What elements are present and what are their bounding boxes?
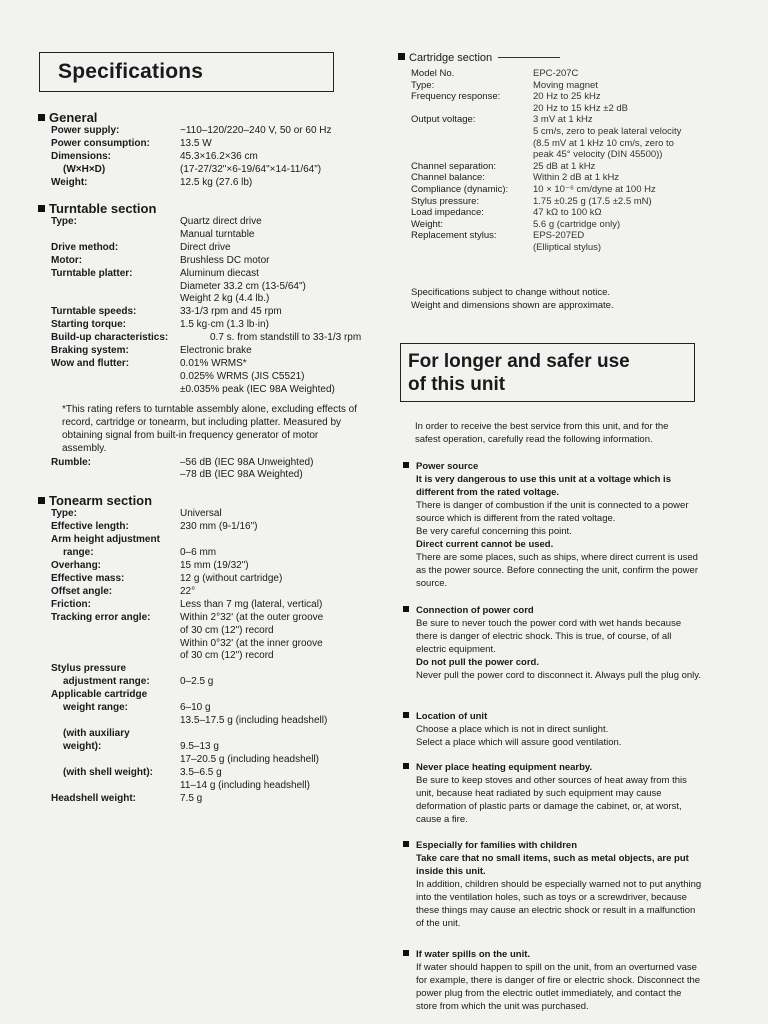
spec-value: 0.01% WRMS*	[180, 357, 247, 369]
spec-value: 230 mm (9-1/16")	[180, 520, 258, 532]
spec-label: Dimensions:	[51, 151, 112, 162]
spec-label: adjustment range:	[63, 676, 150, 688]
safety-item-body	[403, 473, 703, 590]
spec-value: EPS-207ED	[533, 230, 585, 242]
spec-label: Compliance (dynamic):	[411, 184, 509, 195]
spec-label: Weight:	[411, 218, 444, 230]
safety-body-text: In addition, children should be especially warned not to put anything into the ventilation holes, such as toys or a screwdriver, because these things may cause an electric shock or result in a malfunction of the unit.	[416, 879, 702, 929]
spec-value: 11–14 g (including headshell)	[180, 779, 310, 791]
spec-value: ±0.035% peak (IEC 98A Weighted)	[180, 383, 335, 395]
spec-value: Diameter 33.2 cm (13-5/64")	[180, 280, 306, 292]
cartridge-heading-text: Cartridge section	[409, 52, 493, 64]
safety-body-text: Be sure to never touch the power cord with wet hands because there is danger of electric shock. This is true, of course, of all electric equipment.	[416, 618, 682, 655]
spec-value: 47 kΩ to 100 kΩ	[533, 207, 602, 219]
spec-value: Within 2°32' (at the outer groove	[180, 611, 324, 623]
spec-label: Type:	[51, 216, 77, 227]
general-heading	[38, 110, 97, 125]
tonearm-heading-text: Tonearm section	[49, 493, 153, 508]
bullet-square-icon	[403, 841, 409, 847]
spec-label: Frequency response:	[411, 91, 501, 103]
safety-intro: In order to receive the best service from this unit, and for the safest operation, carefully read the following information.	[415, 421, 669, 445]
safety-body-text: Never pull the power cord to disconnect it. Always pull the plug only.	[416, 670, 701, 681]
spec-value: 10 × 10⁻⁶ cm/dyne at 100 Hz	[533, 184, 656, 195]
turntable-heading-text: Turntable section	[49, 201, 157, 216]
heading-rule	[498, 57, 560, 58]
spec-label: Output voltage:	[411, 114, 476, 126]
page-title: Specifications	[58, 60, 204, 83]
spec-value: Less than 7 mg (lateral, vertical)	[180, 598, 323, 610]
spec-value: 22°	[180, 585, 196, 597]
safety-item-title	[403, 948, 703, 961]
spec-label: weight):	[63, 741, 102, 753]
safety-item	[403, 761, 703, 826]
safety-item	[403, 604, 703, 682]
spec-value: EPC-207C	[533, 68, 579, 79]
spec-value: ~110–120/220–240 V, 50 or 60 Hz	[180, 125, 332, 136]
safety-item-title-text: Especially for families with children	[416, 840, 578, 851]
spec-label: Weight:	[51, 177, 88, 188]
safety-warning-text: Direct current cannot be used.	[416, 539, 554, 550]
spec-value: 0.7 s. from standstill to 33-1/3 rpm	[210, 332, 362, 344]
cartridge-heading	[398, 52, 560, 64]
safety-item-body	[403, 961, 703, 1013]
safety-item-title	[403, 761, 703, 774]
spec-label: Braking system:	[51, 345, 129, 356]
spec-value: 1.5 kg·cm (1.3 lb·in)	[180, 319, 269, 331]
spec-value: 13.5–17.5 g (including headshell)	[180, 715, 328, 727]
safety-body-text: Be very careful concerning this point.	[416, 526, 572, 537]
spec-label: Stylus pressure	[51, 663, 127, 675]
spec-value: Brushless DC motor	[180, 254, 270, 266]
safety-body-text: There is danger of combustion if the unit is connected to a power source which is different from the rated voltage.	[416, 500, 689, 524]
spec-label: Starting torque:	[51, 319, 126, 331]
spec-label: Tracking error angle:	[51, 611, 151, 623]
safety-item-title-text: Location of unit	[416, 711, 488, 722]
general-heading-text: General	[49, 110, 98, 125]
spec-label: Replacement stylus:	[411, 230, 497, 242]
spec-disclaimer	[411, 287, 614, 312]
spec-label: range:	[63, 546, 94, 558]
spec-value: 6–10 g	[180, 702, 211, 714]
spec-label: Effective mass:	[51, 572, 125, 584]
safety-item-title	[403, 839, 703, 852]
spec-label: Drive method:	[51, 241, 119, 253]
spec-label: Power supply:	[51, 125, 120, 136]
safety-item	[403, 460, 703, 590]
spec-value: Manual turntable	[180, 228, 255, 240]
safety-title-line-2: of this unit	[408, 374, 506, 395]
spec-label: Applicable cartridge	[51, 689, 148, 701]
spec-value: Universal	[180, 508, 222, 519]
spec-value: 0–2.5 g	[180, 676, 214, 688]
bullet-square-icon	[403, 763, 409, 769]
spec-value: 5 cm/s, zero to peak lateral velocity	[533, 126, 682, 137]
spec-value: 3 mV at 1 kHz	[533, 114, 593, 126]
safety-item-body	[403, 774, 703, 826]
rumble-value-1: –56 dB (IEC 98A Unweighted)	[180, 457, 314, 468]
safety-item-body	[403, 852, 703, 930]
spec-label: Load impedance:	[411, 207, 484, 219]
spec-label: Headshell weight:	[51, 792, 137, 804]
bullet-square-icon	[38, 497, 45, 504]
safety-body-text: Select a place which will assure good ventilation.	[416, 737, 622, 748]
safety-item	[403, 710, 703, 749]
rumble-label: Rumble:	[51, 457, 91, 468]
spec-value: 9.5–13 g	[180, 741, 219, 753]
spec-value: 0–6 mm	[180, 546, 217, 558]
spec-value: 33-1/3 rpm and 45 rpm	[180, 306, 282, 318]
spec-value: (17-27/32"×6-19/64"×14-11/64")	[180, 164, 322, 175]
rumble-value-2: –78 dB (IEC 98A Weighted)	[180, 469, 303, 480]
spec-value: 20 Hz to 15 kHz ±2 dB	[533, 102, 628, 114]
spec-label: Motor:	[51, 254, 83, 266]
spec-value: 12.5 kg (27.6 lb)	[180, 177, 253, 188]
spec-label: Overhang:	[51, 559, 102, 571]
turntable-footnote: *This rating refers to turntable assembly alone, excluding effects of record, cartridge or tonearm, but including platter. Measured by obtaining signal from built-in frequency generator of motor assembly.	[62, 404, 357, 454]
spec-value: 7.5 g	[180, 792, 203, 804]
safety-title-box	[400, 343, 695, 402]
safety-item-title-text: Connection of power cord	[416, 605, 534, 616]
safety-body-text: If water should happen to spill on the unit, from an overturned vase for example, there is danger of fire or electric shock. Disconnect the power plug from the electric outlet immediately, and contact the store from which the unit was purchased.	[416, 962, 701, 1012]
spec-label: Stylus pressure:	[411, 195, 480, 207]
bullet-square-icon	[403, 606, 409, 612]
safety-item-body	[403, 617, 703, 682]
disclaimer-line-2: Weight and dimensions shown are approximate.	[411, 299, 614, 311]
spec-value: Moving magnet	[533, 79, 598, 91]
spec-label: Power consumption:	[51, 138, 150, 149]
safety-item-body	[403, 723, 703, 749]
spec-value: of 30 cm (12") record	[180, 624, 274, 636]
bullet-square-icon	[38, 114, 45, 121]
safety-warning-text: Take care that no small items, such as metal objects, are put inside this unit.	[416, 853, 689, 877]
spec-value: 17–20.5 g (including headshell)	[180, 754, 319, 766]
safety-item	[403, 948, 703, 1013]
spec-label: (with auxiliary	[63, 728, 130, 740]
safety-warning-text: Do not pull the power cord.	[416, 657, 539, 668]
spec-value: 45.3×16.2×36 cm	[180, 151, 258, 162]
spec-label: Effective length:	[51, 520, 129, 532]
spec-value: 12 g (without cartridge)	[180, 572, 283, 584]
spec-label: Wow and flutter:	[51, 357, 130, 369]
spec-value: 5.6 g (cartridge only)	[533, 218, 621, 230]
spec-value: Electronic brake	[180, 345, 252, 356]
bullet-square-icon	[403, 950, 409, 956]
spec-label: Turntable platter:	[51, 267, 133, 279]
specifications-title-box	[39, 52, 334, 92]
spec-value: of 30 cm (12") record	[180, 650, 274, 662]
spec-value: Direct drive	[180, 241, 231, 253]
safety-item-title	[403, 604, 703, 617]
spec-label: Offset angle:	[51, 585, 113, 597]
spec-value: 0.025% WRMS (JIS C5521)	[180, 370, 305, 382]
safety-item-title-text: If water spills on the unit.	[416, 949, 531, 960]
spec-value: Within 0°32' (at the inner groove	[180, 637, 323, 649]
spec-value: Aluminum diecast	[180, 267, 259, 279]
disclaimer-line-1: Specifications subject to change without notice.	[411, 287, 611, 298]
turntable-heading	[38, 201, 156, 216]
bullet-square-icon	[398, 53, 405, 60]
spec-label: Friction:	[51, 598, 91, 610]
safety-title-line-1: For longer and safer use	[408, 351, 630, 372]
spec-label: Model No.	[411, 68, 455, 79]
safety-body-text: Be sure to keep stoves and other sources of heat away from this unit, because heat radiated by such equipment may cause deformation of plastic parts or damage the cabinet, or, at worst, cause a fire.	[416, 775, 687, 825]
spec-label: weight range:	[63, 702, 129, 714]
spec-value: Weight 2 kg (4.4 lb.)	[180, 293, 270, 305]
spec-value: 13.5 W	[180, 138, 212, 149]
spec-value: 25 dB at 1 kHz	[533, 160, 596, 172]
bullet-square-icon	[403, 712, 409, 718]
safety-item-title-text: Never place heating equipment nearby.	[416, 762, 593, 773]
spec-label: Turntable speeds:	[51, 306, 137, 318]
spec-label: Channel balance:	[411, 172, 485, 184]
safety-body-text: There are some places, such as ships, where direct current is used as the power source. Before connecting the unit, confirm the power source.	[416, 552, 698, 589]
safety-title	[408, 350, 630, 396]
safety-item-title	[403, 460, 703, 473]
safety-item-title-text: Power source	[416, 461, 479, 472]
spec-label: (with shell weight):	[63, 767, 153, 778]
tonearm-heading	[38, 493, 152, 508]
spec-label: Type:	[51, 508, 77, 519]
spec-value: 20 Hz to 25 kHz	[533, 91, 601, 103]
spec-value: 3.5–6.5 g	[180, 767, 222, 778]
safety-warning-text: It is very dangerous to use this unit at a voltage which is different from the rated voltage.	[416, 474, 671, 498]
spec-value: peak 45° velocity (DIN 45500))	[533, 149, 663, 161]
spec-label: Build-up characteristics:	[51, 332, 169, 344]
safety-body-text: Choose a place which is not in direct sunlight.	[416, 724, 609, 735]
spec-label: Channel separation:	[411, 160, 497, 172]
spec-value: 15 mm (19/32")	[180, 559, 249, 571]
safety-item	[403, 839, 703, 930]
spec-value: Quartz direct drive	[180, 216, 262, 227]
spec-value: Within 2 dB at 1 kHz	[533, 172, 620, 184]
spec-value: 1.75 ±0.25 g (17.5 ±2.5 mN)	[533, 195, 652, 207]
spec-value: (8.5 mV at 1 kHz 10 cm/s, zero to	[533, 137, 674, 149]
bullet-square-icon	[38, 205, 45, 212]
spec-label: Arm height adjustment	[51, 533, 160, 545]
safety-item-title	[403, 710, 703, 723]
spec-label: Type:	[411, 79, 435, 91]
spec-label: (W×H×D)	[63, 164, 106, 175]
bullet-square-icon	[403, 462, 409, 468]
spec-value: (Elliptical stylus)	[533, 242, 602, 253]
